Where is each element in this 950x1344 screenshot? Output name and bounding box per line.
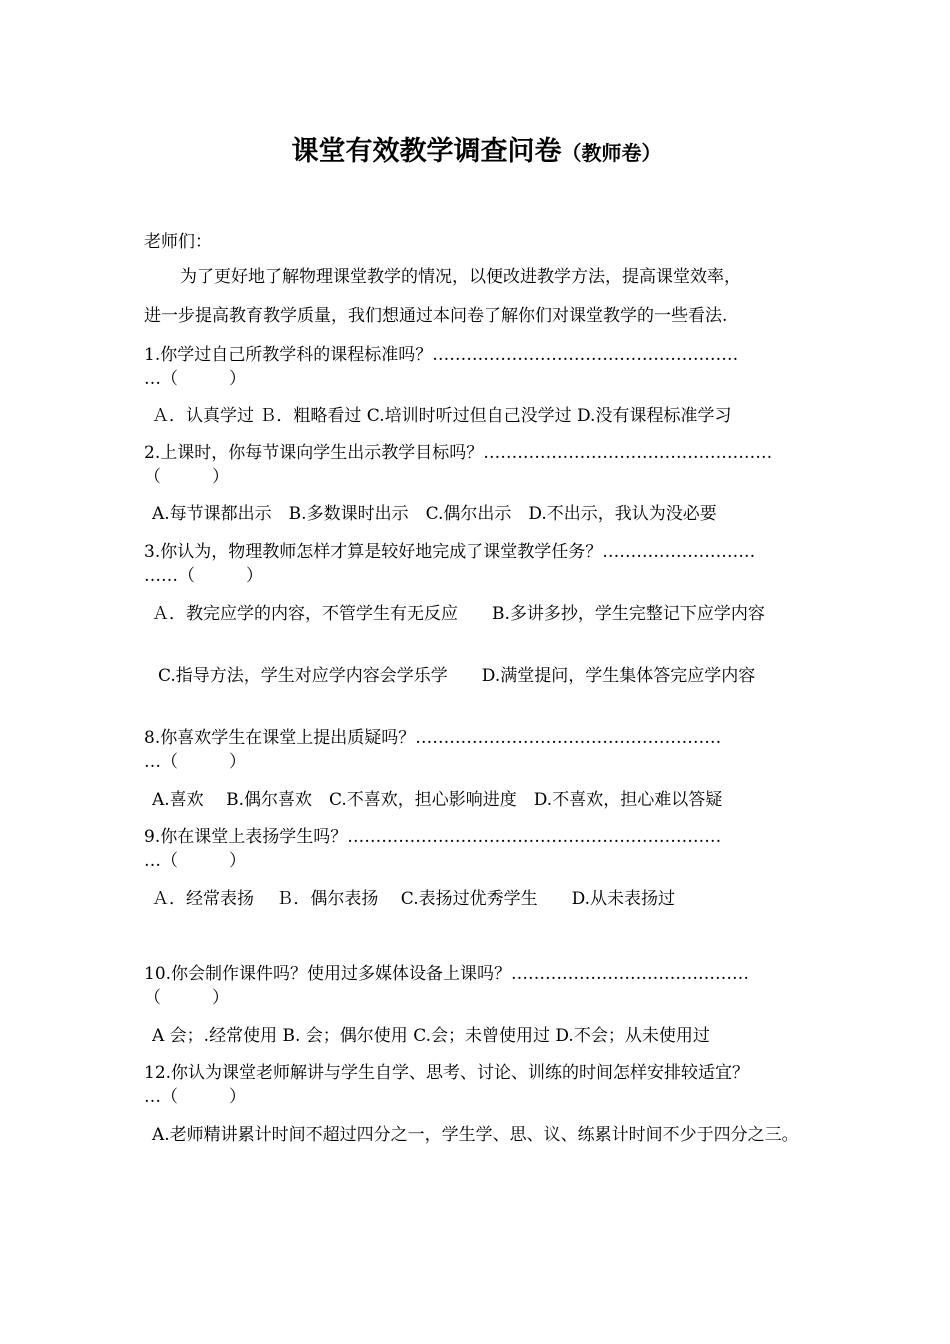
question-3-answer-blank: ……（ ） [144, 566, 263, 586]
salutation: 老师们： [144, 232, 212, 252]
question-9-options: Ａ．经常表扬 Ｂ．偶尔表扬 C.表扬过优秀学生 D.从未表扬过 [152, 889, 676, 909]
question-8-text: 8.你喜欢学生在课堂上提出质疑吗？……………………………………………… [144, 728, 722, 748]
intro-line-1: 为了更好地了解物理课堂教学的情况，以便改进教学方法，提高课堂效率， [180, 267, 741, 287]
document-page [144, 0, 809, 1344]
question-3-text: 3.你认为，物理教师怎样才算是较好地完成了课堂教学任务？……………………… [144, 542, 756, 562]
question-1-answer-blank: …（ ） [144, 369, 246, 389]
intro-line-2: 进一步提高教育教学质量，我们想通过本问卷了解你们对课堂教学的一些看法. [144, 306, 728, 326]
question-9-answer-blank: …（ ） [144, 851, 246, 871]
question-3-options-cd: C.指导方法，学生对应学内容会学乐学 D.满堂提问，学生集体答完应学内容 [158, 666, 756, 686]
page-title [144, 132, 809, 173]
question-12-answer-blank: …（ ） [144, 1087, 246, 1107]
question-2-options: A.每节课都出示 B.多数课时出示 C.偶尔出示 D.不出示，我认为没必要 [152, 504, 717, 524]
question-12-text: 12.你认为课堂老师解讲与学生自学、思考、讨论、训练的时间怎样安排较适宜？ [144, 1063, 750, 1083]
question-8-options: A.喜欢 B.偶尔喜欢 C.不喜欢，担心影响进度 D.不喜欢，担心难以答疑 [152, 790, 723, 810]
question-8-answer-blank: …（ ） [144, 752, 246, 772]
question-10-answer-blank: （ ） [144, 988, 229, 1008]
question-1-options: Ａ．认真学过 Ｂ．粗略看过 C.培训时听过但自己没学过 D.没有课程标准学习 [152, 406, 732, 426]
question-3-options-ab: Ａ．教完应学的内容，不管学生有无反应 B.多讲多抄，学生完整记下应学内容 [152, 604, 765, 624]
question-9-text: 9.你在课堂上表扬学生吗？………………………………………………………… [144, 827, 722, 847]
title-sub: （教师卷） [561, 141, 662, 165]
question-10-text: 10.你会制作课件吗？使用过多媒体设备上课吗？…………………………………… [144, 964, 750, 984]
title-main: 课堂有效教学调查问卷 [291, 136, 562, 167]
question-1-text: 1.你学过自己所教学科的课程标准吗？……………………………………………… [144, 345, 739, 365]
question-12-options: A.老师精讲累计时间不超过四分之一，学生学、思、议、练累计时间不少于四分之三。 [152, 1125, 799, 1145]
question-10-options: A 会；.经常使用 B. 会；偶尔使用 C.会；未曾使用过 D.不会；从未使用过 [152, 1026, 710, 1046]
question-2-text: 2.上课时，你每节课向学生出示教学目标吗？…………………………………………… [144, 443, 773, 463]
question-2-answer-blank: （ ） [144, 467, 229, 487]
